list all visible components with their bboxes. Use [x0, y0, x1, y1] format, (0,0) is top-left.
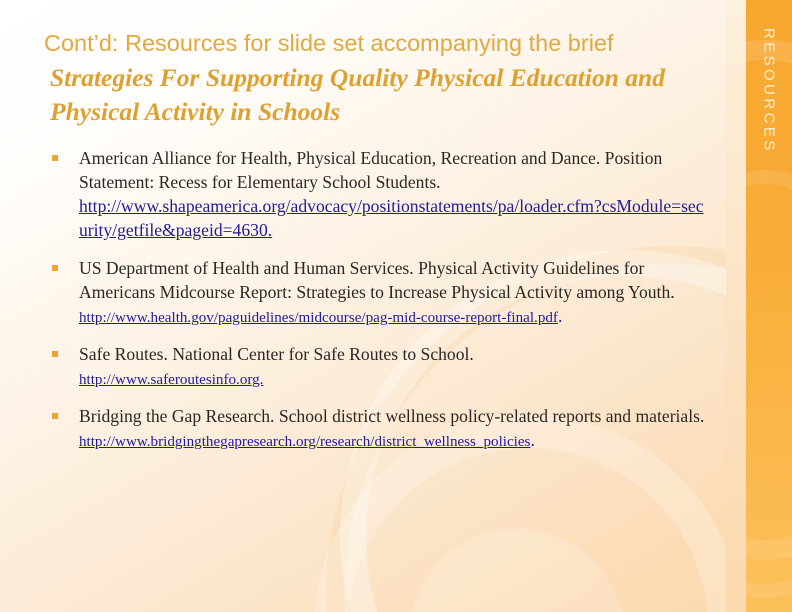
resource-link[interactable]: http://www.bridgingthegapresearch.org/research/district_wellness_policies [79, 434, 531, 450]
link-trailing-period: . [530, 430, 535, 450]
sidebar-accent-strip [726, 0, 746, 612]
list-item-text: Bridging the Gap Research. School district wellness policy-related reports and materials. [79, 406, 705, 426]
resource-link[interactable]: http://www.health.gov/paguidelines/midcourse/pag-mid-course-report-final.pdf [79, 310, 558, 326]
resource-link[interactable]: http://www.shapeamerica.org/advocacy/positionstatements/pa/loader.cfm?csModule=security/getfile&pageid=4630. [79, 196, 704, 240]
sidebar-arc-inner [746, 170, 792, 598]
sidebar-section-label: RESOURCES [760, 28, 778, 154]
list-item-text: American Alliance for Health, Physical Education, Recreation and Dance. Position Statement: Recess for Elementary School Students. [79, 148, 663, 192]
square-bullet-icon [52, 265, 58, 271]
square-bullet-icon [52, 413, 58, 419]
list-item-text: US Department of Health and Human Services. Physical Activity Guidelines for Americans Midcourse Report: Strategies to Increase Physical Activity among Youth. [79, 258, 675, 302]
list-item [46, 256, 708, 328]
slide-title-block [44, 28, 704, 129]
resource-list [46, 146, 708, 466]
list-item-text: Safe Routes. National Center for Safe Routes to School. [79, 344, 474, 364]
page-title-secondary: Strategies For Supporting Quality Physical Education and Physical Activity in Schools [50, 63, 665, 126]
resource-link[interactable]: http://www.saferoutesinfo.org. [79, 372, 264, 388]
page-title-primary: Cont’d: Resources for slide set accompanying the brief [44, 30, 614, 56]
list-item [46, 146, 708, 242]
background-glow [392, 512, 642, 612]
list-item [46, 342, 708, 390]
square-bullet-icon [52, 155, 58, 161]
square-bullet-icon [52, 351, 58, 357]
list-item [46, 404, 708, 452]
link-trailing-period: . [557, 306, 563, 326]
sidebar-panel [746, 0, 792, 612]
